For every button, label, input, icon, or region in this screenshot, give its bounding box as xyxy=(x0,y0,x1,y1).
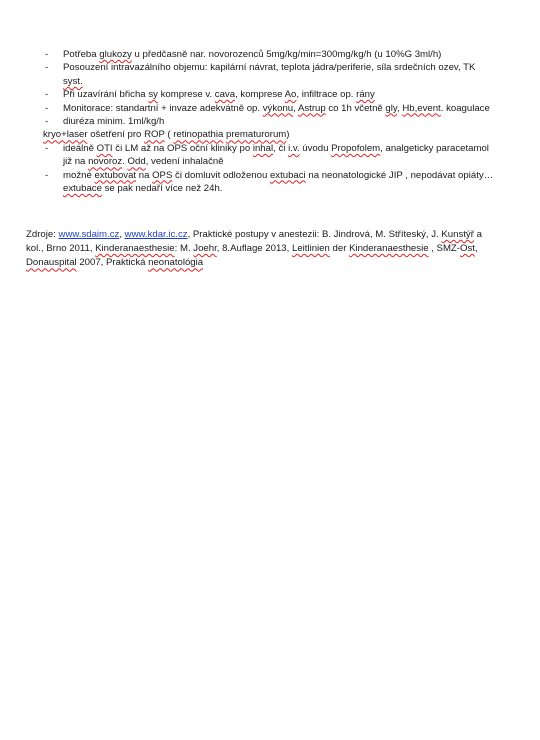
text-run: Monitorace: standartní + invaze adekvátně op. xyxy=(63,102,263,114)
list-item xyxy=(40,115,495,128)
spellcheck-flagged-word: syst. xyxy=(63,75,83,87)
text-run: : M. xyxy=(174,243,194,255)
list-item-text xyxy=(63,48,495,61)
spellcheck-flagged-word: prematurorum xyxy=(226,129,287,141)
text-run: der xyxy=(329,243,350,255)
text-run: , 8.Auflage 2013, xyxy=(216,243,292,255)
bullet-dash: - xyxy=(45,116,49,128)
spellcheck-flagged-word: Leitlinien xyxy=(291,243,330,255)
spellcheck-flagged-word: OPS xyxy=(152,169,173,181)
text-run: , xyxy=(474,243,478,255)
text-run: , komprese xyxy=(235,89,285,101)
text-run: 2007, Praktická xyxy=(76,257,149,269)
text-run: Potřeba xyxy=(63,49,100,60)
bullet-dash: - xyxy=(45,89,49,101)
source-link[interactable]: www.kdar.ic.cz xyxy=(124,229,188,240)
spellcheck-flagged-word: Odd xyxy=(127,156,146,168)
spellcheck-flagged-word: gly xyxy=(385,102,397,114)
spellcheck-flagged-word: Astrup xyxy=(297,102,326,114)
text-run: , SMZ- xyxy=(428,243,460,255)
text-run: ideálně xyxy=(63,142,97,154)
text-run: , analgeticky paracetamol již na xyxy=(63,142,489,168)
spellcheck-flagged-word: rány xyxy=(356,89,375,101)
list-item xyxy=(40,61,495,88)
text-run: Při uzavírání břicha xyxy=(63,89,149,101)
text-run: ošetření pro xyxy=(87,129,145,141)
text-run: ( xyxy=(164,129,174,141)
text-run: u předčasně nar. novorozenců 5mg/kg/min=300mg/kg/h (u 10%G 3ml/h) xyxy=(131,49,442,60)
spellcheck-flagged-word: extubace xyxy=(63,183,102,195)
text-run: , vedení inhalačně xyxy=(145,156,224,168)
spellcheck-flagged-word: novoroz xyxy=(88,156,123,168)
spellcheck-flagged-word: OTI xyxy=(96,142,113,154)
text-run: . xyxy=(122,156,128,168)
bullet-dash: - xyxy=(45,169,49,181)
section-subheading xyxy=(43,128,495,141)
sources-paragraph xyxy=(26,228,501,271)
text-run: ) xyxy=(286,129,290,141)
text-run: , xyxy=(119,229,125,240)
list-item xyxy=(40,102,495,115)
text-run: a kol., Brno 2011, xyxy=(26,229,482,255)
spellcheck-flagged-word: Joehr xyxy=(193,243,217,255)
spellcheck-flagged-word: sy xyxy=(148,89,158,101)
text-run: či domluvit odloženou xyxy=(172,169,270,181)
text-run: , Praktické postupy v anestezii: B. Jindrová, M. Stříteský, J. xyxy=(187,229,442,240)
text-run: možné xyxy=(63,169,95,181)
spellcheck-flagged-word: extubaci xyxy=(269,169,306,181)
text-run: , xyxy=(293,102,298,114)
text-run: na xyxy=(136,169,153,181)
spellcheck-flagged-word: i.v. xyxy=(288,142,300,154)
text-run: Posouzení intravazálního objemu: kapilární návrat, teplota jádra/periferie, síla srdečních ozev, TK xyxy=(63,62,476,74)
list-item-text xyxy=(63,115,495,128)
list-item-text xyxy=(63,102,495,115)
spellcheck-flagged-word: ROP xyxy=(144,129,165,141)
sub-list-item xyxy=(40,142,495,169)
text-run: či LM až na OPS oční kliniky po xyxy=(112,142,253,154)
spellcheck-flagged-word: Ao xyxy=(284,89,297,101)
text-run: úvodu xyxy=(299,142,332,154)
bullet-dash: - xyxy=(45,49,49,60)
spellcheck-flagged-word: Hb,event xyxy=(402,102,441,114)
spellcheck-flagged-word: výkonu xyxy=(262,102,294,114)
list-item-text xyxy=(63,88,495,101)
list-item xyxy=(40,88,495,101)
spellcheck-flagged-word: Kinderanaesthesie xyxy=(349,243,429,255)
bullet-list xyxy=(40,48,495,195)
bullet-dash: - xyxy=(45,142,49,154)
spellcheck-flagged-word: Donauspital xyxy=(26,257,77,269)
list-item-text xyxy=(63,142,495,169)
list-item-text xyxy=(63,61,495,88)
spellcheck-flagged-word: neonatológia xyxy=(148,257,204,269)
sub-list-item xyxy=(40,169,495,196)
source-link[interactable]: www.sdaim.cz xyxy=(58,229,120,240)
spellcheck-flagged-word: Ost xyxy=(460,243,475,255)
spellcheck-flagged-word: Propofolem xyxy=(331,142,381,154)
spellcheck-flagged-word: extubovat xyxy=(94,169,137,181)
spellcheck-flagged-word: kryo+laser xyxy=(43,129,88,141)
spellcheck-flagged-word: glukozy xyxy=(99,49,132,60)
spellcheck-flagged-word: retinopathia xyxy=(173,129,224,141)
text-run: diuréza minim. 1ml/kg/h xyxy=(63,116,165,128)
text-run: se pak nedaří více než 24h. xyxy=(101,183,223,195)
text-run: , infiltrace op. xyxy=(296,89,357,101)
text-run: . koagulace xyxy=(440,102,490,114)
text-run: co 1h včetně xyxy=(325,102,386,114)
bullet-dash: - xyxy=(45,102,49,114)
spellcheck-flagged-word: Kunstýř xyxy=(441,229,474,240)
text-run: , či xyxy=(273,142,289,154)
spellcheck-flagged-word: cava xyxy=(214,89,236,101)
spellcheck-flagged-word: inhal xyxy=(252,142,274,154)
list-item xyxy=(40,48,495,61)
text-run: , xyxy=(396,102,403,114)
text-run: komprese v. xyxy=(157,89,215,101)
text-run: na neonatologické JIP , nepodávat opiáty… xyxy=(305,169,494,181)
text-run: Zdroje: xyxy=(26,229,59,240)
list-item-text xyxy=(63,169,495,196)
spellcheck-flagged-word: Kinderanaesthesie xyxy=(95,243,175,255)
bullet-dash: - xyxy=(45,62,49,74)
